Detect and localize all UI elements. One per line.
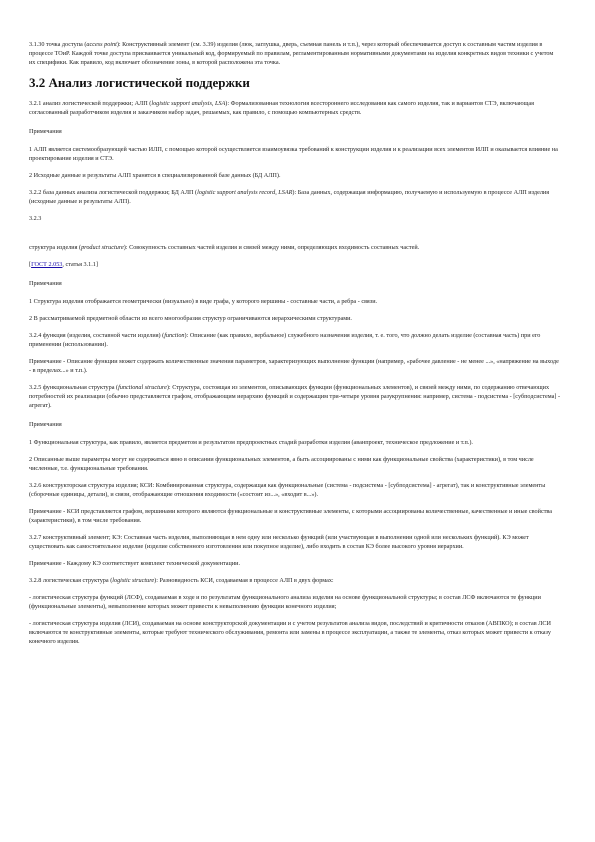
note-item: 2 Описанные выше параметры могут не содержаться явно в описании функциональных элементов, а быть ассоциированы с ними как функциональные свойства (характеристики), в том числе численные, т.е. функциональные требования.: [29, 456, 534, 472]
term-english: logistic support analysis record, LSAR: [197, 189, 293, 196]
term-english: logistic support analysis, LSA: [151, 100, 226, 107]
clause-number: 3.2.8: [29, 577, 42, 584]
definition: Структура, состоящая из элементов, описывающих функции (функциональных элементов), и связей между ними, по содержанию отвечающих потребностей их реализации (обычно представляется графом, отображающим иерархию функций и содержащим три-четыре уровня разукрупнения: например, система - подсистема - [субподсистема] - агрегат).: [29, 384, 561, 409]
term: конструкторская структура изделия; КСИ: [42, 482, 153, 489]
notes-label: Примечания: [29, 280, 62, 287]
clause-number: 3.2.2: [29, 189, 42, 196]
term: база данных анализа логистической поддержки; БД АЛП: [42, 189, 194, 196]
term-english: functional structure: [118, 384, 167, 391]
paragraph-3-2-1: 3.2.1 анализ логистической поддержки; АЛП (logistic support analysis, LSA): Формализованная технология всестороннего исследования как самого изделия, так и вариантов СТЭ, включающая согласованный разработчиком изделия и заказчиком набор задач, решаемых, как правило, с помощью компьютерных средств.: [29, 100, 534, 116]
definition: Разновидность КСИ, создаваемая в процессе АЛП в двух формах:: [159, 577, 334, 584]
term-english: function: [164, 332, 185, 339]
definition: Конструктивный элемент (см. 3.39) изделия (люк, заглушка, дверь, съемная панель и т.п.), через который обеспечивается доступ к составным частям изделия в процессе ТОиР. Каждой точке доступа присваивается уникальный код, формируемый по правилам, регламентированным нормативными документами на изделия конкретных видов техники с учетом их специфики. Как правило, код включает обозначение зоны, в которой расположена эта точка.: [29, 41, 554, 66]
note-item: 1 АЛП является системообразующей частью ИЛП, с помощью которой осуществляется взаимоувязка требований к конструкции изделия и к реализации всех элементов ИЛП и оказывается влияние на проектирование изделия и СТЭ.: [29, 146, 558, 162]
definition: Совокупность составных частей изделия и связей между ними, определяющих входимость составных частей.: [129, 244, 420, 251]
definition: Формализованная технология всестороннего исследования как самого изделия, так и вариантов СТЭ, включающая согласованный разработчиком изделия и заказчиком набор задач, решаемых, как правило, с помощью компьютерных средств.: [29, 100, 534, 116]
note-single: Примечание - Описание функции может содержать количественные значения параметров, характеризующих выполнение функции (например, «рабочее давление - не менее ...», «напряжение на выходе - в пределах...» и т.п.).: [29, 358, 559, 374]
document-page: [29, 40, 561, 654]
clause-number: 3.2.5: [29, 384, 42, 391]
paragraph-3-2-8: 3.2.8 логистическая структура (logistic structure): Разновидность КСИ, создаваемая в процессе АЛП в двух формах:: [29, 577, 334, 584]
term: анализ логистической поддержки; АЛП: [42, 100, 148, 107]
note-single: Примечание - КСИ представляется графом, вершинами которого являются функциональные и конструктивные элементы, с которыми ассоциированы количественные, качественные и иные свойства (характеристики), в том числе требования.: [29, 508, 552, 524]
note-item: 1 Структура изделия отображается геометрически (визуально) в виде графа, у которого вершины - составные части, а ребра - связи.: [29, 298, 378, 305]
note-single: Примечание - Каждому КЭ соответствует комплект технической документации.: [29, 560, 241, 567]
reference-rest: , статья 3.1.1]: [62, 261, 98, 268]
term-qualifier: (изделия, составной части изделия): [67, 332, 161, 339]
definition: Комбинированная структура, содержащая как функциональные (система - подсистема - [субподсистема] - агрегат), так и конструктивные элементы (сборочные единицы, детали), и связи, отображающие отношения входимости («состоит из...», «входит в...»).: [29, 482, 546, 498]
term: точка доступа: [46, 41, 83, 48]
clause-number: 3.2.4: [29, 332, 42, 339]
gost-reference-link[interactable]: ГОСТ 2.053: [31, 261, 63, 268]
note-item: 1 Функциональная структура, как правило, является предметом и результатом предпроектных стадий разработки изделия (аванпроект, техническое предложение и т.п.).: [29, 439, 473, 446]
paragraph-3-2-2: 3.2.2 база данных анализа логистической поддержки; БД АЛП (logistic support analysis record, LSAR): База данных, содержащая информацию, получаемую и используемую в процессе АЛП изделия (исходные данные и результаты АЛП).: [29, 189, 550, 205]
clause-number: 3.1.30: [29, 41, 45, 48]
paragraph-3-2-6: 3.2.6 конструкторская структура изделия; КСИ: Комбинированная структура, содержащая как функциональные (система - подсистема - [субподсистема] - агрегат), так и конструктивные элементы (сборочные единицы, детали), и связи, отображающие отношения входимости («состоит из...», «входит в...»).: [29, 482, 546, 498]
paragraph-3-2-4: 3.2.4 функция (изделия, составной части изделия) (function): Описание (как правило, вербальное) служебного назначения изделия, т. е. того, что должно делать изделие (составная часть) при его применении (использовании).: [29, 332, 541, 348]
spacer: [29, 231, 561, 243]
term: функция: [42, 332, 66, 339]
note-item: 2 Исходные данные и результаты АЛП хранятся в специализированной базе данных (БД АЛП).: [29, 172, 281, 179]
clause-number-3-2-3: 3.2.3: [29, 215, 42, 222]
term-english: product structure: [81, 244, 124, 251]
bullet-item: - логистическая структура функций (ЛСФ), создаваемая в ходе и по результатам функционального анализа изделия на основе функциональной структуры; в состав ЛСФ включаются те функции (функциональные элементы), невыполнение которых может привести к невыполнению функции конечного изделия;: [29, 594, 541, 610]
clause-number: 3.2.1: [29, 100, 42, 107]
definition: Составная часть изделия, выполняющая в нем одну или несколько функций (или участвующая в выполнении одной или нескольких функций). КЭ может существовать как самостоятельное изделие (изделие собственного изготовления или покупное изделие), либо входить в состав КЭ более высокого уровня иерархии.: [29, 534, 529, 550]
reference: [ГОСТ 2.053, статья 3.1.1]: [29, 261, 98, 268]
paragraph-3-1-30: 3.1.30 точка доступа (access point): Конструктивный элемент (см. 3.39) изделия (люк, заглушка, дверь, съемная панель и т.п.), через который обеспечивается доступ к составным частям изделия в процессе ТОиР. Каждой точке доступа присваивается уникальный код, формируемый по правилам, регламентированным нормативными документами на изделия конкретных видов техники с учетом их специфики. Как правило, код включает обозначение зоны, в которой расположена эта точка.: [29, 41, 554, 66]
bullet-item: - логистическая структура изделия (ЛСИ), создаваемая на основе конструкторской документации и с учетом результатов анализа видов, последствий и критичности отказов (АВПКО); в состав ЛСИ включаются те конструктивные элементы, которые требуют технического обслуживания, ремонта или замены в процессе эксплуатации, а также те элементы, отказ которых может привести к отказу конечного изделия.: [29, 620, 551, 645]
term-english: access point: [86, 41, 117, 48]
term: конструктивный элемент; КЭ: [42, 534, 121, 541]
section-title: 3.2 Анализ логистической поддержки: [29, 75, 250, 90]
term: логистическая структура: [42, 577, 109, 584]
paragraph-3-2-5: 3.2.5 функциональная структура (functional structure): Структура, состоящая из элементов, описывающих функции (функциональных элементов), и связей между ними, по содержанию отвечающих потребностей их реализации (обычно представляется графом, отображающим иерархию функций и содержащим три-четыре уровня разукрупнения: например, система - подсистема - [субподсистема] - агрегат).: [29, 384, 561, 409]
term-english: logistic structure: [112, 577, 155, 584]
notes-label: Примечания: [29, 421, 62, 428]
clause-number: 3.2.6: [29, 482, 42, 489]
clause-number: 3.2.7: [29, 534, 42, 541]
notes-label: Примечания: [29, 128, 62, 135]
term: структура изделия: [29, 244, 78, 251]
paragraph-3-2-3: структура изделия (product structure): Совокупность составных частей изделия и связей между ними, определяющих входимость составных частей.: [29, 244, 420, 251]
paragraph-3-2-7: 3.2.7 конструктивный элемент; КЭ: Составная часть изделия, выполняющая в нем одну или несколько функций (или участвующая в выполнении одной или нескольких функций). КЭ может существовать как самостоятельное изделие (изделие собственного изготовления или покупное изделие), либо входить в состав КЭ более высокого уровня иерархии.: [29, 534, 529, 550]
note-item: 2 В рассматриваемой предметной области из всего многообразия структур ограничиваются иерархическими структурами.: [29, 315, 352, 322]
definition: Описание (как правило, вербальное) служебного назначения изделия, т. е. того, что должно делать изделие (составная часть) при его применении (использовании).: [29, 332, 541, 348]
term: функциональная структура: [42, 384, 115, 391]
definition: База данных, содержащая информацию, получаемую и используемую в процессе АЛП изделия (исходные данные и результаты АЛП).: [29, 189, 550, 205]
